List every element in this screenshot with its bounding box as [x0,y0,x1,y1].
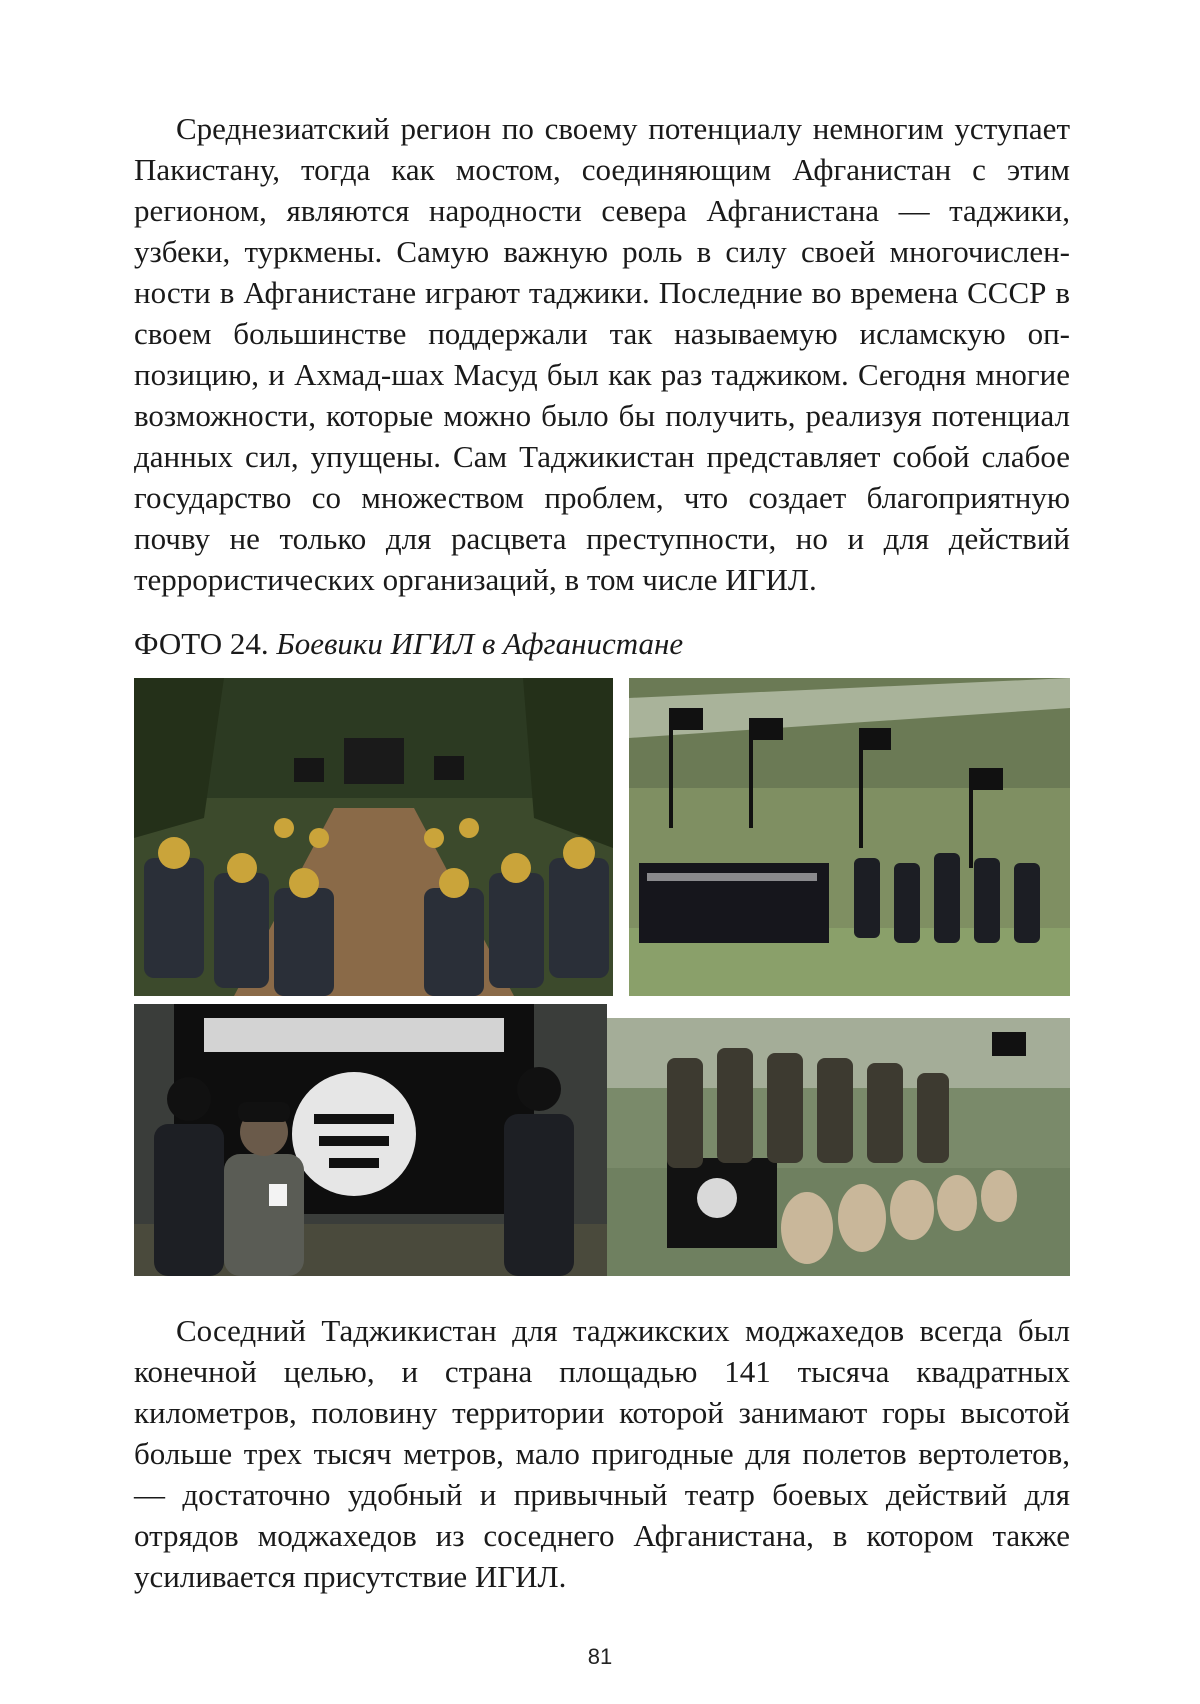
page-number: 81 [587,1644,613,1669]
photo-black-flag-group [134,1004,607,1276]
caption-title: Боевики ИГИЛ в Афганистане [276,626,684,661]
photo-collage [134,678,1070,1276]
photo-hillside-banners [629,678,1070,996]
photo-forest-rows [134,678,613,996]
page-body [134,108,1070,1597]
caption-label: ФОТО 24. [134,626,269,661]
photo-caption [134,624,1070,664]
paragraph-1: Среднезиатский регион по своему потенциалу немногим уступает Пакистану, тогда как мостом, соединяющим Афганистан с этим регионом, являются народности севера Афганистана — таджики, узбеки, туркмены. Самую важную роль в силу своей многочисленности в Афганистане играют таджики. Последние во времена СССР в своем большинстве поддержали так называемую исламскую оппозицию, и Ахмад-шах Масуд был как раз таджиком. Сегодня многие возможности, которые можно было бы получить, реализуя потенциал данных сил, упущены. Сам Таджикистан представляет собой слабое государство со множеством проблем, что создает благоприятную почву не только для расцвета преступности, но и для действий террористических организаций, в том числе ИГИЛ. [134,111,1070,597]
paragraph-2: Соседний Таджикистан для таджикских моджахедов всегда был конечной целью, и страна площадью 141 тысяча квадратных километров, половину территории которой занимают горы высотой больше трех тысяч метров, мало пригодные для полетов вертолетов, — достаточно удобный и привычный театр боевых действий для отрядов моджахедов из соседнего Афганистана, в котором также усиливается присутствие ИГИЛ. [134,1313,1070,1594]
photo-captives-field [607,1018,1070,1276]
